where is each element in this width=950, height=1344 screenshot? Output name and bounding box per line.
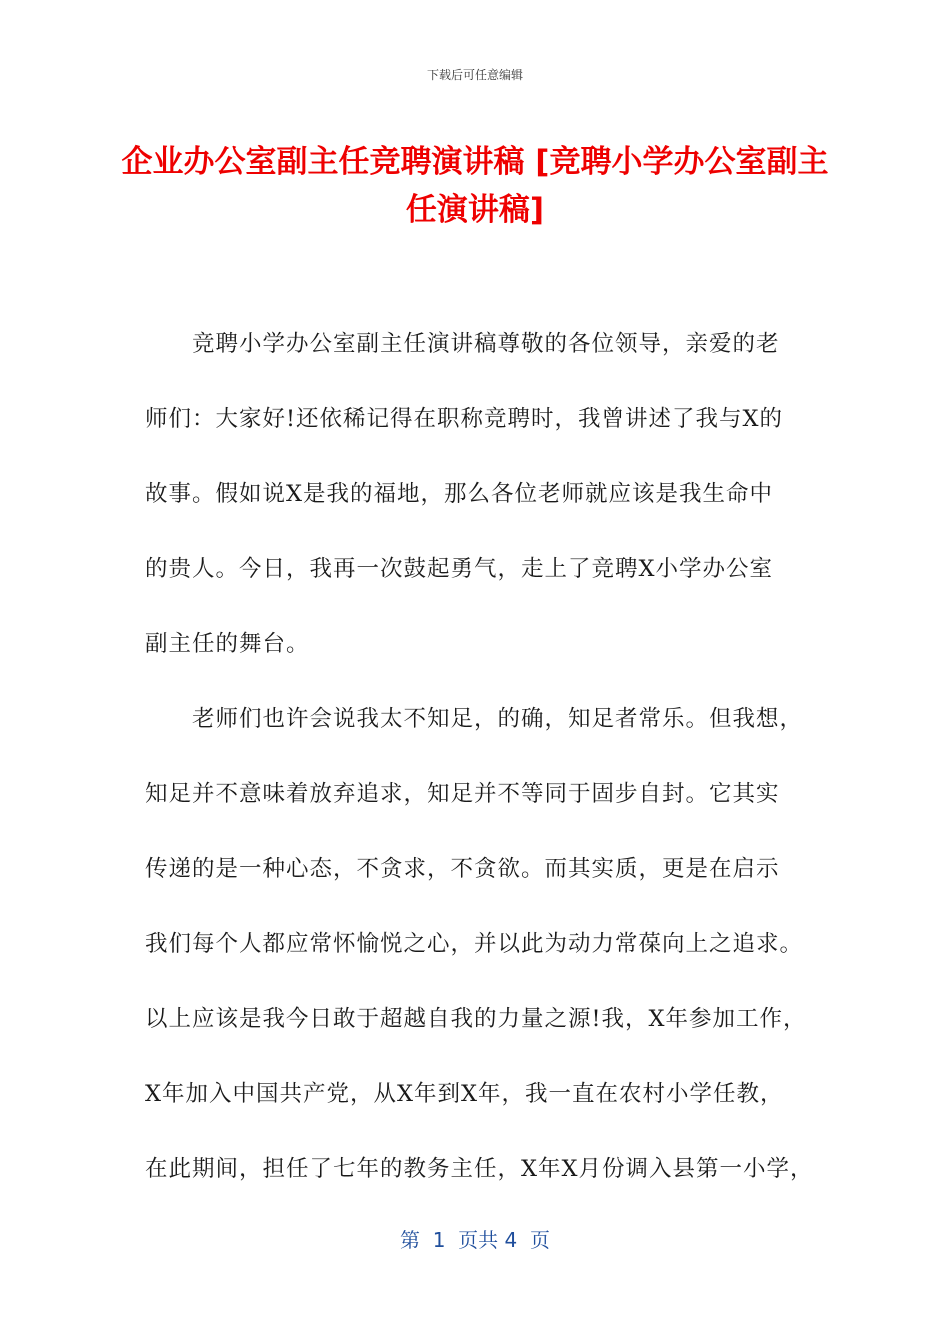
paragraph-line: 传递的是一种心态，不贪求，不贪欲。而其实质，更是在启示 [145,856,780,882]
paragraph-line: 师们：大家好!还依稀记得在职称竞聘时，我曾讲述了我与X的 [145,406,784,432]
paragraph-line: 在此期间，担任了七年的教务主任，X年X月份调入县第一小学， [145,1156,814,1182]
paragraph-line: 竞聘小学办公室副主任演讲稿尊敬的各位领导，亲爱的老 [192,331,780,357]
document-title: 企业办公室副主任竞聘演讲稿 [竞聘小学办公室副主任演讲稿] [121,144,829,228]
header-note: 下载后可任意编辑 [426,68,523,82]
document-body [145,309,814,1209]
paragraph-line: X年加入中国共产党，从X年到X年，我一直在农村小学任教， [145,1081,784,1107]
paragraph-line: 副主任的舞台。 [145,631,310,657]
paragraph-line: 的贵人。今日，我再一次鼓起勇气，走上了竞聘X小学办公室 [145,556,774,582]
page-number-footer: 第 1 页共 4 页 [400,1228,550,1252]
paragraph-line: 我们每个人都应常怀愉悦之心，并以此为动力常葆向上之追求。 [145,931,804,957]
paragraph-line: 老师们也许会说我太不知足，的确，知足者常乐。但我想， [192,706,804,732]
paragraph-line: 故事。假如说X是我的福地，那么各位老师就应该是我生命中 [145,481,774,507]
paragraph-line: 知足并不意味着放弃追求，知足并不等同于固步自封。它其实 [145,781,780,807]
paragraph-line: 以上应该是我今日敢于超越自我的力量之源!我，X年参加工作， [145,1006,807,1032]
